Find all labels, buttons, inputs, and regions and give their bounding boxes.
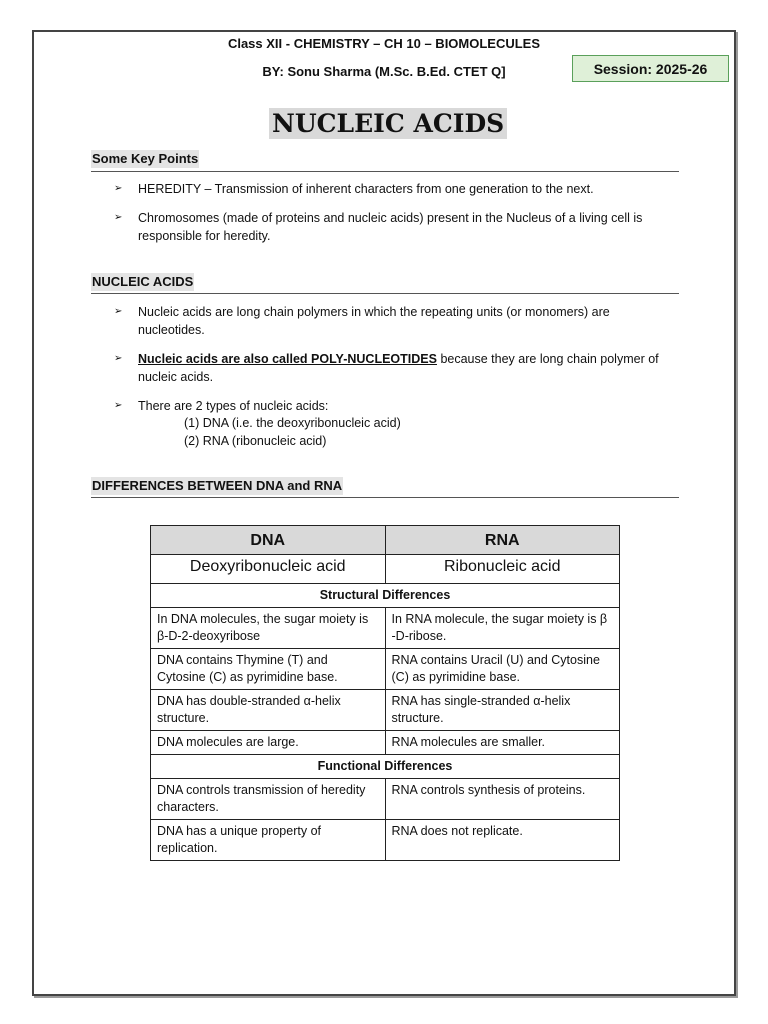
type-item-rna: (2) RNA (ribonucleic acid) — [184, 434, 327, 448]
arrow-bullet-icon: ➢ — [114, 353, 123, 364]
page-title: NUCLEIC ACIDS — [269, 108, 507, 139]
table-row — [151, 555, 620, 584]
table-cell: DNA has double-stranded α-helix structure. — [151, 690, 386, 731]
table-row — [151, 731, 620, 755]
bullet-text: There are 2 types of nucleic acids: — [138, 399, 329, 413]
author-line: BY: Sonu Sharma (M.Sc. B.Ed. CTET Q] — [262, 64, 506, 79]
bullet-text: Chromosomes (made of proteins and nucleic acids) present in the Nucleus of a living cell is responsible for heredity. — [138, 211, 643, 243]
list-item — [114, 303, 674, 339]
arrow-bullet-icon: ➢ — [114, 212, 123, 223]
dna-rna-comparison-table — [150, 525, 620, 861]
class-header: Class XII - CHEMISTRY – CH 10 – BIOMOLECULES — [227, 36, 541, 51]
table-subheading-row — [151, 584, 620, 608]
table-cell: RNA controls synthesis of proteins. — [385, 779, 620, 820]
structural-differences-heading: Structural Differences — [151, 584, 620, 608]
table-cell: RNA has single-stranded α-helix structure. — [385, 690, 620, 731]
nucleic-acids-heading: NUCLEIC ACIDS — [92, 274, 194, 289]
table-cell: In RNA molecule, the sugar moiety is β -D-ribose. — [385, 608, 620, 649]
table-cell: DNA molecules are large. — [151, 731, 386, 755]
table-cell: In DNA molecules, the sugar moiety is β-D-2-deoxyribose — [151, 608, 386, 649]
table-row — [151, 649, 620, 690]
section-divider — [91, 171, 679, 172]
column-header-dna: DNA — [151, 526, 386, 555]
key-points-heading: Some Key Points — [92, 151, 199, 166]
bullet-text-rest: because they are long chain polymer of nucleic acids. — [138, 352, 659, 384]
table-cell: RNA does not replicate. — [385, 820, 620, 861]
section-divider — [91, 497, 679, 498]
table-header-row — [151, 526, 620, 555]
dna-full-name: Deoxyribonucleic acid — [151, 555, 386, 584]
table-subheading-row — [151, 755, 620, 779]
table-cell: DNA controls transmission of heredity characters. — [151, 779, 386, 820]
list-item — [114, 397, 674, 415]
arrow-bullet-icon: ➢ — [114, 400, 123, 411]
arrow-bullet-icon: ➢ — [114, 183, 123, 194]
section-divider — [91, 293, 679, 294]
table-row — [151, 779, 620, 820]
list-item — [114, 180, 674, 198]
table-cell: RNA contains Uracil (U) and Cytosine (C) as pyrimidine base. — [385, 649, 620, 690]
bullet-text: HEREDITY – Transmission of inherent characters from one generation to the next. — [138, 182, 594, 196]
differences-heading: DIFFERENCES BETWEEN DNA and RNA — [92, 478, 343, 493]
type-item-dna: (1) DNA (i.e. the deoxyribonucleic acid) — [184, 416, 401, 430]
list-item — [114, 350, 674, 386]
polynucleotides-emphasis: Nucleic acids are also called POLY-NUCLEOTIDES — [138, 352, 437, 366]
column-header-rna: RNA — [385, 526, 620, 555]
bullet-text: Nucleic acids are long chain polymers in which the repeating units (or monomers) are nucleotides. — [138, 305, 610, 337]
nucleic-acid-types-list — [184, 414, 401, 450]
table-cell: RNA molecules are smaller. — [385, 731, 620, 755]
table-cell: DNA contains Thymine (T) and Cytosine (C) as pyrimidine base. — [151, 649, 386, 690]
arrow-bullet-icon: ➢ — [114, 306, 123, 317]
functional-differences-heading: Functional Differences — [151, 755, 620, 779]
table-row — [151, 690, 620, 731]
list-item — [114, 209, 674, 245]
table-cell: DNA has a unique property of replication. — [151, 820, 386, 861]
session-badge: Session: 2025-26 — [572, 55, 729, 82]
rna-full-name: Ribonucleic acid — [385, 555, 620, 584]
table-row — [151, 608, 620, 649]
table-row — [151, 820, 620, 861]
bullet-text — [138, 350, 674, 386]
